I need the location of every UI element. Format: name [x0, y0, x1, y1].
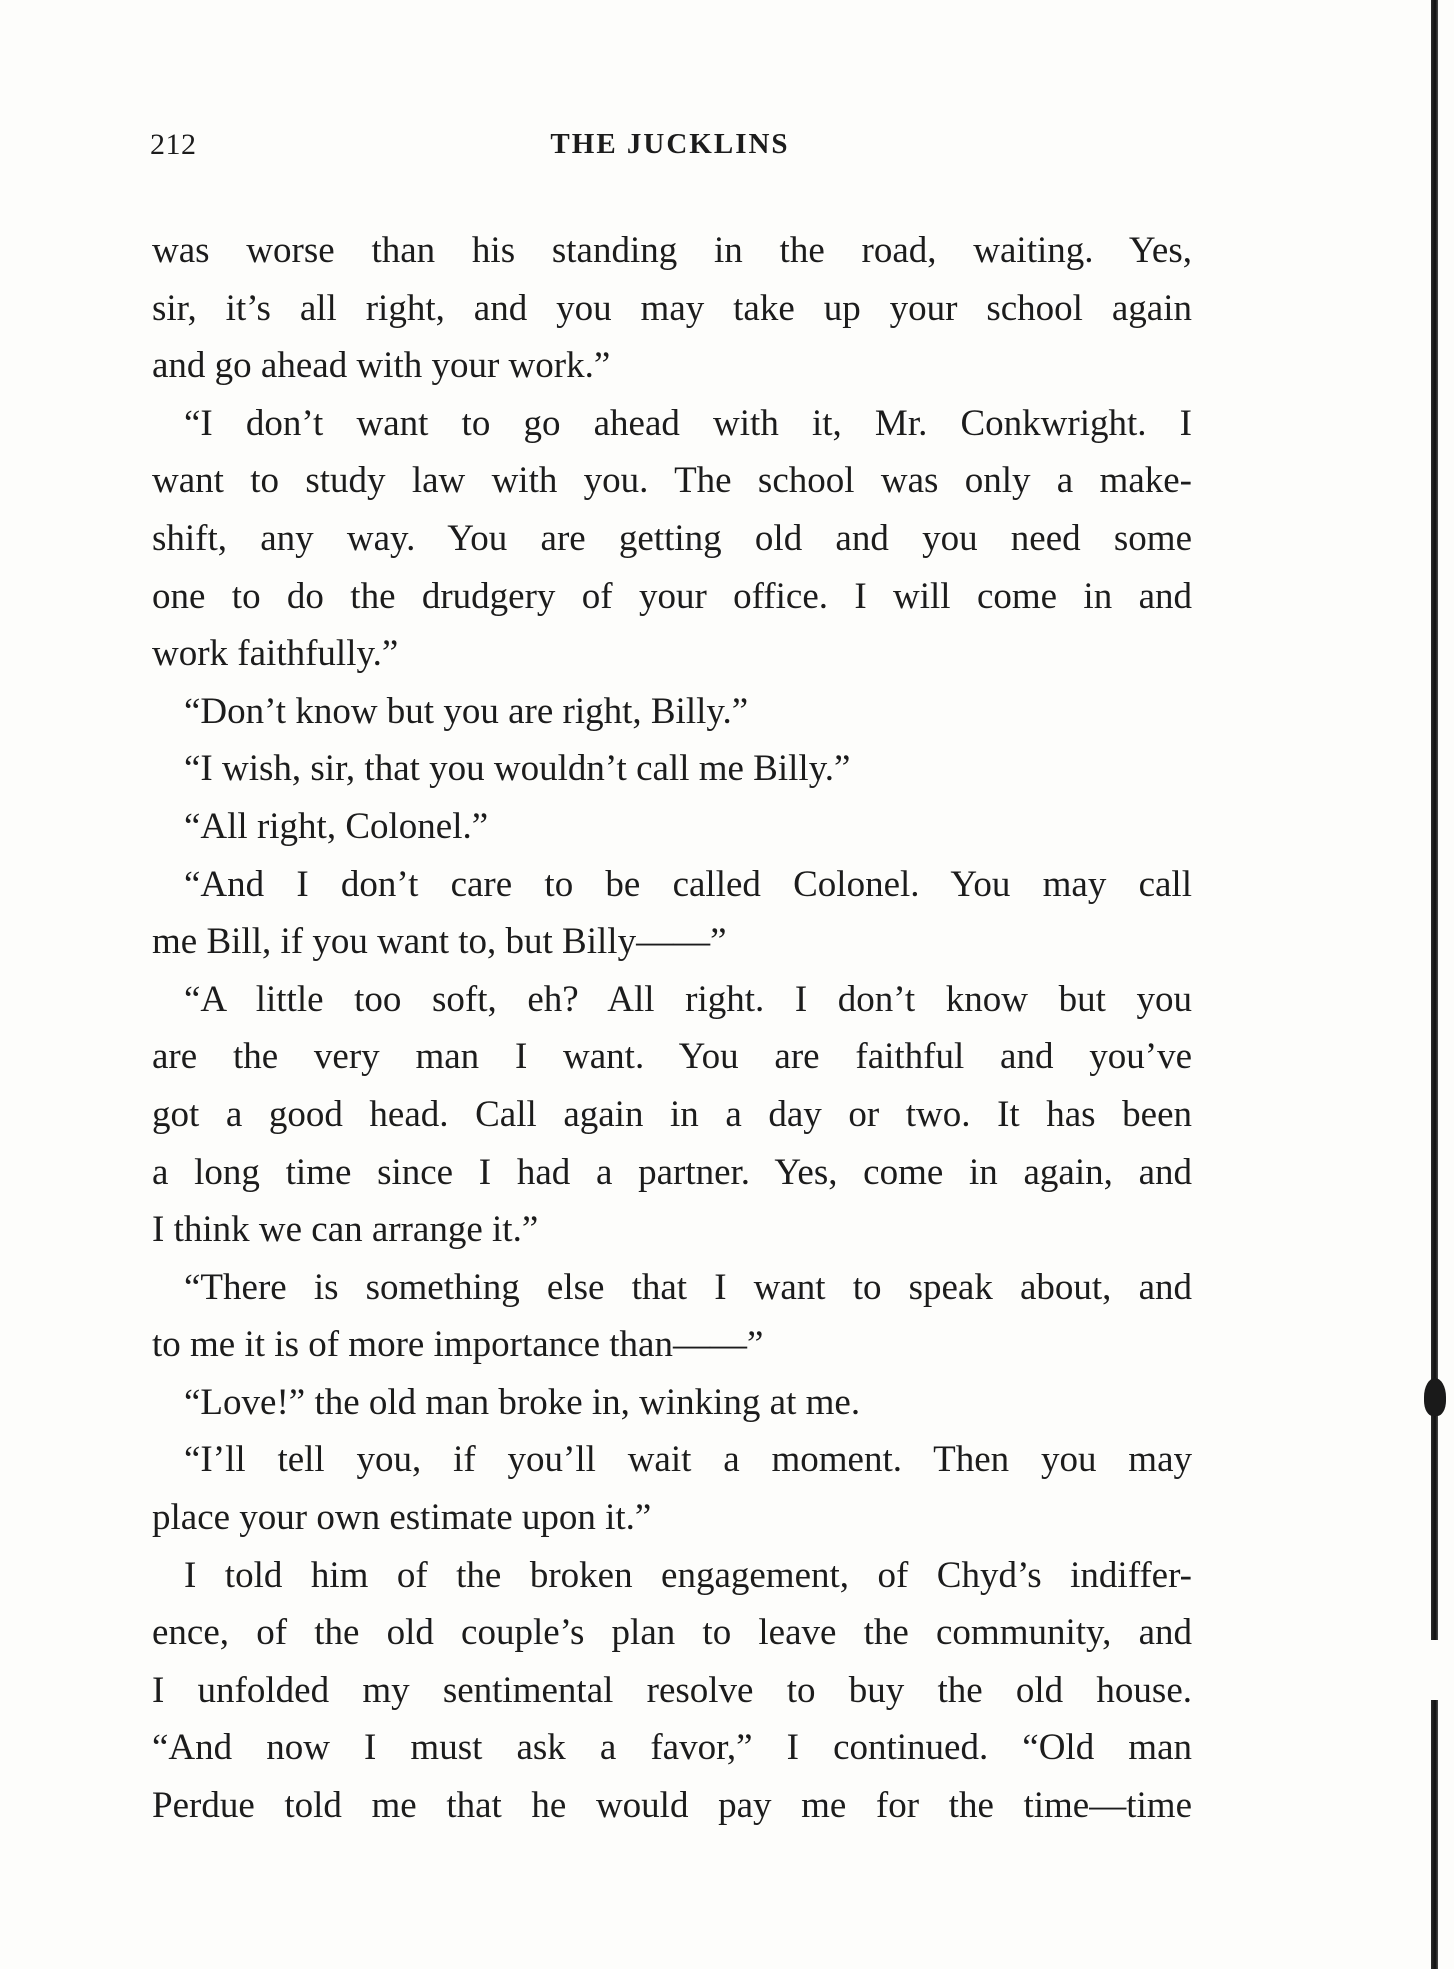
paragraph-10 — [152, 1431, 1192, 1546]
text-line: me Bill, if you want to, but Billy——” — [152, 921, 727, 963]
paragraph-3 — [152, 683, 1192, 741]
page-edge-blot — [1424, 1378, 1446, 1416]
paragraph-2 — [152, 395, 1192, 683]
running-head — [150, 128, 1190, 168]
body-text — [152, 222, 1192, 1835]
paragraph-11 — [152, 1547, 1192, 1835]
text-line: “Don’t know but you are right, Billy.” — [184, 690, 749, 732]
page-number: 212 — [150, 128, 197, 161]
text-line: was worse than his standing in the road, waiting. Yes, — [152, 230, 1192, 271]
paragraph-4 — [152, 740, 1192, 798]
text-line: “A little too soft, eh? All right. I don’t know but you — [184, 978, 1192, 1020]
paragraph-5 — [152, 798, 1192, 856]
paragraph-8 — [152, 1259, 1192, 1374]
text-line: to me it is of more importance than——” — [152, 1324, 764, 1366]
paragraph-9 — [152, 1374, 1192, 1432]
text-line: I told him of the broken engagement, of Chyd’s indiffer- — [184, 1554, 1192, 1596]
text-line: “I’ll tell you, if you’ll wait a moment. Then you may — [184, 1439, 1192, 1481]
text-line: sir, it’s all right, and you may take up your school again — [152, 287, 1192, 329]
paragraph-6 — [152, 856, 1192, 971]
text-line: Perdue told me that he would pay me for the time—time — [152, 1785, 1192, 1827]
text-line: shift, any way. You are getting old and you need some — [152, 517, 1192, 559]
paragraph-7 — [152, 971, 1192, 1259]
text-line: “I don’t want to go ahead with it, Mr. Conkwright. I — [184, 402, 1192, 444]
text-line: “There is something else that I want to speak about, and — [184, 1266, 1192, 1308]
text-line: ence, of the old couple’s plan to leave the community, and — [152, 1612, 1192, 1654]
text-line: I unfolded my sentimental resolve to buy the old house. — [152, 1669, 1192, 1711]
text-line: got a good head. Call again in a day or two. It has been — [152, 1093, 1192, 1135]
text-line: one to do the drudgery of your office. I will come in and — [152, 575, 1192, 617]
text-line: work faithfully.” — [152, 633, 399, 675]
text-line: a long time since I had a partner. Yes, come in again, and — [152, 1151, 1192, 1193]
text-line: are the very man I want. You are faithful and you’ve — [152, 1036, 1192, 1078]
text-line: “All right, Colonel.” — [184, 805, 489, 847]
text-line: and go ahead with your work.” — [152, 345, 611, 387]
text-line: “Love!” the old man broke in, winking at me. — [184, 1381, 861, 1423]
text-line: want to study law with you. The school was only a make- — [152, 460, 1192, 502]
text-line: I think we can arrange it.” — [152, 1209, 539, 1251]
running-title: THE JUCKLINS — [550, 128, 790, 160]
page-edge-gap — [1427, 1640, 1441, 1700]
text-line: “And now I must ask a favor,” I continued. “Old man — [152, 1727, 1192, 1769]
text-line: place your own estimate upon it.” — [152, 1497, 652, 1539]
paragraph-1 — [152, 222, 1192, 395]
text-line: “I wish, sir, that you wouldn’t call me Billy.” — [184, 748, 851, 790]
text-line: “And I don’t care to be called Colonel. You may call — [184, 863, 1192, 905]
